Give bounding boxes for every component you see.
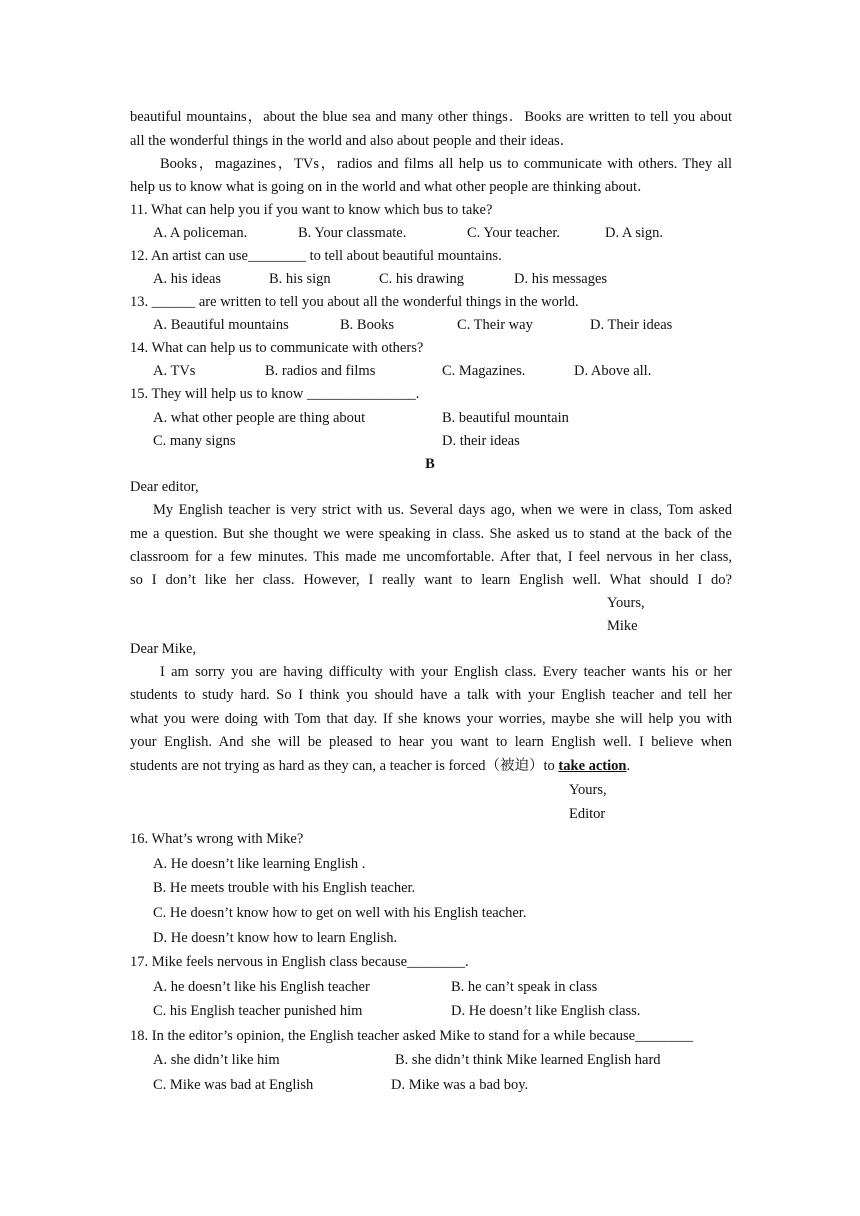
letter2-signature: Editor [569, 806, 606, 822]
option-12a: A. his ideas [153, 271, 222, 287]
option-13b: B. Books [340, 317, 394, 333]
option-17b: B. he can’t speak in class [451, 979, 598, 995]
option-15a: A. what other people are thing about [153, 410, 366, 426]
letter2-salutation: Dear Mike, [130, 641, 197, 657]
option-16c: C. He doesn’t know how to get on well with his English teacher. [153, 905, 527, 921]
option-15c: C. many signs [153, 433, 236, 449]
option-13c: C. Their way [457, 317, 533, 333]
letter2-period: . [626, 758, 631, 774]
letter1-line: classroom for a few minutes. This made me uncomfortable. After that, I feel nervous in her class, [130, 549, 732, 565]
option-11b: B. Your classmate. [298, 225, 407, 241]
option-11c: C. Your teacher. [467, 225, 561, 241]
option-17c: C. his English teacher punished him [153, 1003, 363, 1019]
option-15b: B. beautiful mountain [442, 410, 569, 426]
option-16b: B. He meets trouble with his English teacher. [153, 880, 416, 896]
question-16: 16. What’s wrong with Mike? [130, 831, 304, 847]
passage-a-line: beautiful mountains，about the blue sea and many other things．Books are written to tell you about [130, 109, 732, 125]
option-17a: A. he doesn’t like his English teacher [153, 979, 370, 995]
passage-a-line: all the wonderful things in the world and also about people and their ideas． [130, 133, 575, 149]
option-16a: A. He doesn’t like learning English . [153, 856, 366, 872]
question-11: 11. What can help you if you want to know which bus to take? [130, 202, 493, 218]
passage-a-line: Books，magazines，TVs，radios and films all help us to communicate with others. They all [160, 156, 732, 172]
option-12b: B. his sign [269, 271, 331, 287]
letter1-line: me a question. But she thought we were speaking in class. She asked us to stand at the back of the [130, 526, 732, 542]
option-18b: B. she didn’t think Mike learned English hard [395, 1052, 661, 1068]
letter2-line: your English. And she will be pleased to hear you want to learn English well. I believe when [130, 734, 732, 750]
option-18d: D. Mike was a bad boy. [391, 1077, 529, 1093]
option-11d: D. A sign. [605, 225, 664, 241]
option-14a: A. TVs [153, 363, 196, 379]
option-17d: D. He doesn’t like English class. [451, 1003, 641, 1019]
question-15: 15. They will help us to know _______________. [130, 386, 420, 402]
question-12: 12. An artist can use________ to tell about beautiful mountains. [130, 248, 502, 264]
letter2-closing: Yours, [569, 782, 607, 798]
letter1-line: so I don’t like her class. However, I really want to learn English well. What should I do? [130, 572, 732, 588]
option-12d: D. his messages [514, 271, 608, 287]
letter1-line: My English teacher is very strict with us. Several days ago, when we were in class, Tom asked [153, 502, 732, 518]
letter2-last-text: students are not trying as hard as they can, a teacher is forced（被迫）to [130, 758, 559, 774]
letter2-line: I am sorry you are having difficulty with your English class. Every teacher wants his or her [160, 664, 732, 680]
option-14c: C. Magazines. [442, 363, 526, 379]
option-13a: A. Beautiful mountains [153, 317, 289, 333]
letter1-salutation: Dear editor, [130, 479, 199, 495]
option-14b: B. radios and films [265, 363, 376, 379]
question-17: 17. Mike feels nervous in English class because________. [130, 954, 469, 970]
question-14: 14. What can help us to communicate with others? [130, 340, 424, 356]
option-11a: A. A policeman. [153, 225, 248, 241]
letter1-signature: Mike [607, 618, 638, 634]
letter2-line: what you were doing with Tom that day. If she knows your worries, maybe she will help you with [130, 711, 732, 727]
option-18c: C. Mike was bad at English [153, 1077, 314, 1093]
letter1-closing: Yours, [607, 595, 645, 611]
question-13: 13. ______ are written to tell you about all the wonderful things in the world. [130, 294, 579, 310]
question-18: 18. In the editor’s opinion, the English teacher asked Mike to stand for a while because________ [130, 1028, 694, 1044]
option-12c: C. his drawing [379, 271, 464, 287]
take-action-emphasis: take action [558, 758, 627, 774]
letter2-line: students to study hard. So I think you should have a talk with your English teacher and tell her [130, 687, 732, 703]
section-heading: B [425, 456, 435, 472]
option-14d: D. Above all. [574, 363, 652, 379]
option-16d: D. He doesn’t know how to learn English. [153, 930, 398, 946]
option-15d: D. their ideas [442, 433, 520, 449]
option-18a: A. she didn’t like him [153, 1052, 280, 1068]
option-13d: D. Their ideas [590, 317, 673, 333]
passage-a-line: help us to know what is going on in the world and what other people are thinking about． [130, 179, 652, 195]
letter2-last-line [130, 757, 630, 775]
